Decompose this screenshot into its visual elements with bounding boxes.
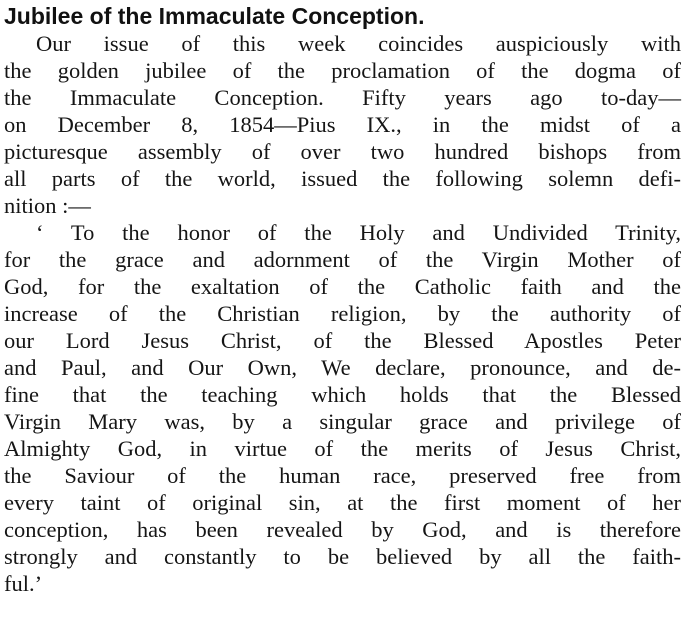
text-line: ful.’: [4, 571, 43, 596]
text-line: the golden jubilee of the proclamation of the dogma of: [4, 58, 681, 83]
text-line: every taint of original sin, at the first moment of her: [4, 490, 681, 515]
text-line: ‘ To the honor of the Holy and Undivided Trinity,: [36, 220, 681, 245]
text-line: picturesque assembly of over two hundred bishops from: [4, 139, 681, 164]
text-line: strongly and constantly to be believed by all the faith-: [4, 544, 681, 569]
text-line: for the grace and adornment of the Virgin Mother of: [4, 247, 681, 272]
text-line: and Paul, and Our Own, We declare, pronounce, and de-: [4, 355, 681, 380]
text-line: our Lord Jesus Christ, of the Blessed Apostles Peter: [4, 328, 681, 353]
text-line: Our issue of this week coincides auspiciously with: [36, 31, 681, 56]
text-line: the Saviour of the human race, preserved free from: [4, 463, 681, 488]
text-line: Almighty God, in virtue of the merits of Jesus Christ,: [4, 436, 681, 461]
text-line: God, for the exaltation of the Catholic faith and the: [4, 274, 681, 299]
text-line: Virgin Mary was, by a singular grace and privilege of: [4, 409, 681, 434]
text-line: increase of the Christian religion, by the authority of: [4, 301, 681, 326]
text-line: fine that the teaching which holds that the Blessed: [4, 382, 681, 407]
text-line: nition :—: [4, 193, 91, 218]
text-line: conception, has been revealed by God, and is therefore: [4, 517, 681, 542]
article-headline: Jubilee of the Immaculate Conception.: [4, 3, 425, 29]
text-line: on December 8, 1854—Pius IX., in the midst of a: [4, 112, 681, 137]
text-line: the Immaculate Conception. Fifty years ago to-day—: [4, 85, 681, 110]
text-line: all parts of the world, issued the following solemn defi-: [4, 166, 681, 191]
